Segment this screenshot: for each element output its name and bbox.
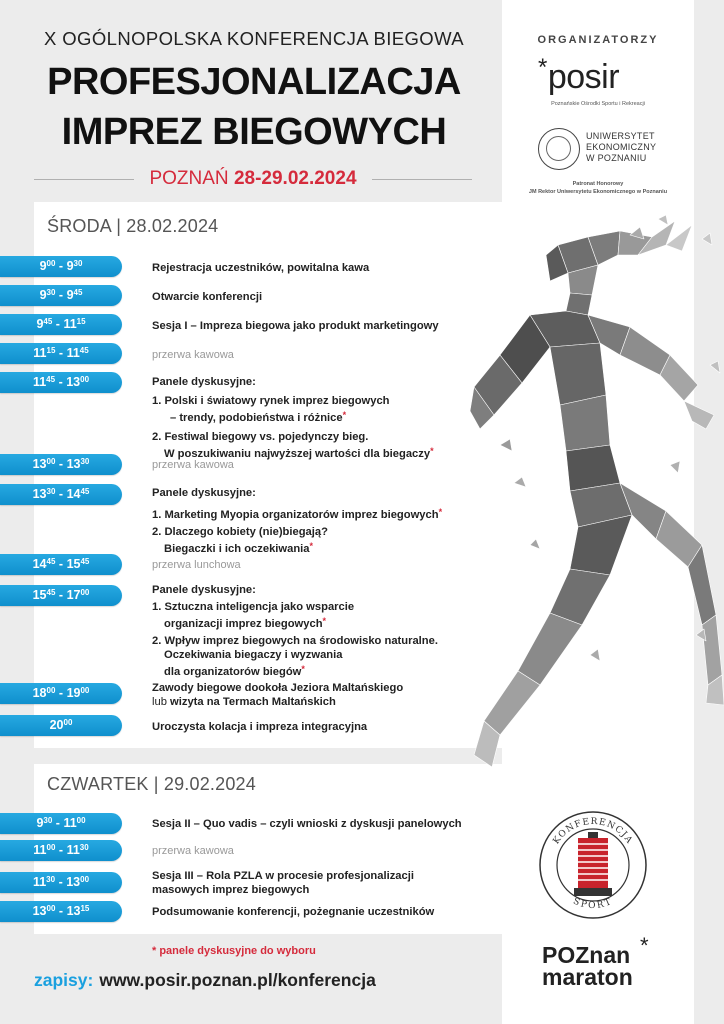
start-hour: 13 [32,487,47,501]
panel-topic-text: W poszukiwaniu najwyższej wartości dla biegaczy [164,448,431,460]
break-item: przerwa lunchowa [152,559,241,571]
asterisk-icon: * [438,507,443,517]
asterisk-icon: * [538,54,547,81]
end-hour: 13 [66,457,81,471]
start-hour: 11 [32,375,47,389]
time-pill [0,343,122,364]
honorary-patronage [502,180,694,196]
conference-dates: 28-29.02.2024 [233,168,357,189]
panel-topic-text: 1. Marketing Myopia organizatorów imprez biegowych [152,509,439,521]
time-separator: - [58,875,63,889]
start-hour: 11 [33,843,47,857]
schedule-item: Uroczysta kolacja i impreza integracyjna [152,721,368,733]
start-hour: 11 [32,875,47,889]
seal-inner-ring [546,136,571,161]
schedule-item-line: masowych imprez biegowych [152,884,310,896]
panel-topic-line: Oczekiwania biegaczy i wyzwania [164,649,343,661]
panel-topic-line [152,408,497,425]
panel-block [152,583,497,679]
time-pill [0,314,122,335]
panel-topic-line [152,539,497,556]
conference-location-date [134,168,372,190]
start-minute: 30 [46,875,56,884]
start-minute: 00 [46,686,56,695]
panel-block [152,375,497,461]
panel-topic-line: 1. Polski i światowy rynek imprez biegowych [152,395,390,407]
runner-illustration [470,215,724,770]
end-hour: 13 [66,375,81,389]
time-separator: - [58,487,64,501]
panel-topic-text: – trendy, podobieństwa i różnice [170,412,343,424]
time-separator: - [58,843,64,857]
time-pill [0,585,122,606]
asterisk-icon: * [342,410,347,420]
registration-label: zapisy: [34,970,94,990]
end-minute: 00 [80,875,90,884]
end-minute: 00 [76,816,86,825]
end-minute: 15 [76,317,86,326]
university-name-line: W POZNANIU [586,153,647,163]
university-name [586,131,656,164]
start-hour: 13 [32,457,47,471]
start-hour: 9 [39,288,47,302]
panel-topic-line: 1. Sztuczna inteligencja jako wsparcie [152,601,355,613]
end-minute: 30 [73,259,83,268]
university-seal-icon [538,128,580,170]
start-minute: 00 [46,457,56,466]
start-minute: 45 [46,588,56,597]
end-minute: 30 [80,457,90,466]
panel-topic [152,505,497,522]
divider-line [34,179,134,180]
panel-block [152,486,497,556]
panel-topic-line [152,662,497,679]
start-minute: 00 [46,904,56,913]
poznan-maraton-logo [542,933,649,990]
start-minute: 30 [46,288,56,297]
time-separator: - [58,686,64,700]
end-minute: 15 [80,904,90,913]
organizers-label: ORGANIZATORZY [537,34,659,46]
time-separator: - [55,816,60,830]
time-pill [0,372,122,393]
start-minute: 00 [63,718,73,727]
start-hour: 13 [32,904,47,918]
time-separator: - [58,557,64,571]
end-hour: 13 [66,904,81,918]
schedule-item-text: wizyta na Termach Maltańskich [170,696,336,708]
panel-topic-line: 2. Festiwal biegowy vs. pojedynczy bieg. [152,431,369,443]
time-separator: - [58,588,64,602]
time-separator: - [55,317,60,331]
university-name-line: EKONOMICZNY [586,142,657,152]
time-separator: - [58,457,64,471]
asterisk-icon: * [322,616,327,626]
start-minute: 00 [46,843,56,852]
divider-line [372,179,472,180]
poznan-logo-line2: maraton [542,964,633,990]
schedule-item: Sesja I – Impreza biegowa jako produkt marketingowy [152,320,439,332]
time-pill [0,285,122,306]
schedule-item-line: Zawody biegowe dookoła Jeziora Maltańskiego [152,682,404,694]
panel-topic [152,525,497,556]
time-pill [0,872,122,893]
asterisk-icon: * [640,933,649,958]
end-hour: 11 [66,346,80,360]
patron-line: Patronat Honorowy [572,181,624,187]
end-hour: 13 [66,875,81,889]
asterisk-icon: * [309,541,314,551]
start-hour: 20 [49,718,64,732]
end-hour: 11 [63,816,77,830]
panel-heading: Panele dyskusyjne: [152,376,256,388]
end-hour: 9 [66,259,74,273]
badge-top-text: KONFERENCJA [551,816,635,847]
end-hour: 17 [66,588,81,602]
panel-heading: Panele dyskusyjne: [152,584,256,596]
footnote: * panele dyskusyjne do wyboru [152,945,316,957]
start-hour: 18 [32,686,47,700]
schedule-item: Otwarcie konferencji [152,291,263,303]
posir-logo-text: posir [547,58,620,96]
end-minute: 45 [79,346,89,355]
time-separator: - [58,904,64,918]
end-hour: 9 [66,288,74,302]
conference-title-line2: IMPREZ BIEGOWYCH [61,111,447,153]
schedule-item-text: lub [152,696,167,708]
schedule-item [152,869,497,897]
poznan-logo-line1: POZnan [542,942,631,968]
panel-topic [152,600,497,631]
start-minute: 45 [46,375,56,384]
start-minute: 45 [46,557,56,566]
time-pill [0,813,122,834]
time-separator: - [58,375,63,389]
end-minute: 45 [73,288,83,297]
badge-bottom-text: SPORT [571,896,615,912]
panel-topic [152,634,497,679]
end-hour: 14 [66,487,81,501]
panel-topic-line: 2. Wpływ imprez biegowych na środowisko naturalne. [152,635,438,647]
time-pill [0,683,122,704]
start-minute: 00 [46,259,56,268]
day2-title: CZWARTEK | 29.02.2024 [47,774,256,794]
start-hour: 9 [36,317,44,331]
panel-topic [152,394,497,425]
start-hour: 9 [39,259,47,273]
schedule-item: Sesja II – Quo vadis – czyli wnioski z dyskusji panelowych [152,818,462,830]
time-pill [0,484,122,505]
patron-line: JM Rektor Uniwersytetu Ekonomicznego w Poznaniu [528,189,668,195]
start-hour: 15 [32,588,47,602]
conference-city: POZNAŃ [149,168,229,189]
end-minute: 00 [80,375,90,384]
schedule-item: Rejestracja uczestników, powitalna kawa [152,262,370,274]
conference-subtitle: X OGÓLNOPOLSKA KONFERENCJA BIEGOWA [43,28,464,49]
time-pill [0,454,122,475]
panel-topic [152,430,497,461]
schedule-item: Podsumowanie konferencji, pożegnanie uczestników [152,906,435,918]
start-minute: 30 [46,487,56,496]
start-hour: 14 [32,557,47,571]
time-pill [0,901,122,922]
schedule-item [152,681,497,709]
panel-heading: Panele dyskusyjne: [152,487,256,499]
time-pill [0,256,122,277]
panel-topic-line [152,614,497,631]
conference-title-line1: PROFESJONALIZACJA [47,61,461,103]
time-separator: - [58,346,64,360]
asterisk-icon: * [430,446,434,456]
posir-logo [538,54,620,97]
schedule-item-line: Sesja III – Rola PZLA w procesie profesjonalizacji [152,870,414,882]
end-hour: 15 [66,557,81,571]
break-item: przerwa kawowa [152,845,234,857]
registration-link[interactable]: www.posir.poznan.pl/konferencja [99,970,376,990]
panel-topic-line: 2. Dlaczego kobiety (nie)biegają? [152,526,328,538]
time-pill [0,840,122,861]
time-separator: - [58,259,64,273]
end-hour: 19 [66,686,81,700]
time-pill [0,715,122,736]
end-minute: 45 [80,557,90,566]
panel-topic-text: Biegaczki i ich oczekiwania [164,543,310,555]
schedule-item-line [152,695,497,709]
university-name-line: UNIWERSYTET [586,131,655,141]
asterisk-icon: * [301,664,305,674]
registration [34,970,376,991]
start-hour: 9 [36,816,44,830]
panel-topic-text: organizacji imprez biegowych [164,618,323,630]
end-minute: 45 [80,487,90,496]
start-minute: 30 [43,816,53,825]
end-hour: 11 [63,317,77,331]
time-separator: - [58,288,64,302]
time-pill [0,554,122,575]
end-minute: 00 [80,588,90,597]
start-minute: 45 [43,317,53,326]
posir-subtitle: Poznańskie Ośrodki Sportu i Rekreacji [551,101,645,107]
end-minute: 30 [79,843,89,852]
konferencja-sport-badge [538,810,648,920]
break-item: przerwa kawowa [152,349,234,361]
day1-title: ŚRODA | 28.02.2024 [47,216,219,236]
start-minute: 15 [46,346,56,355]
start-hour: 11 [33,346,47,360]
panel-topic-text: dla organizatorów biegów [164,666,302,678]
end-minute: 00 [80,686,90,695]
end-hour: 11 [66,843,80,857]
break-item: przerwa kawowa [152,459,234,471]
